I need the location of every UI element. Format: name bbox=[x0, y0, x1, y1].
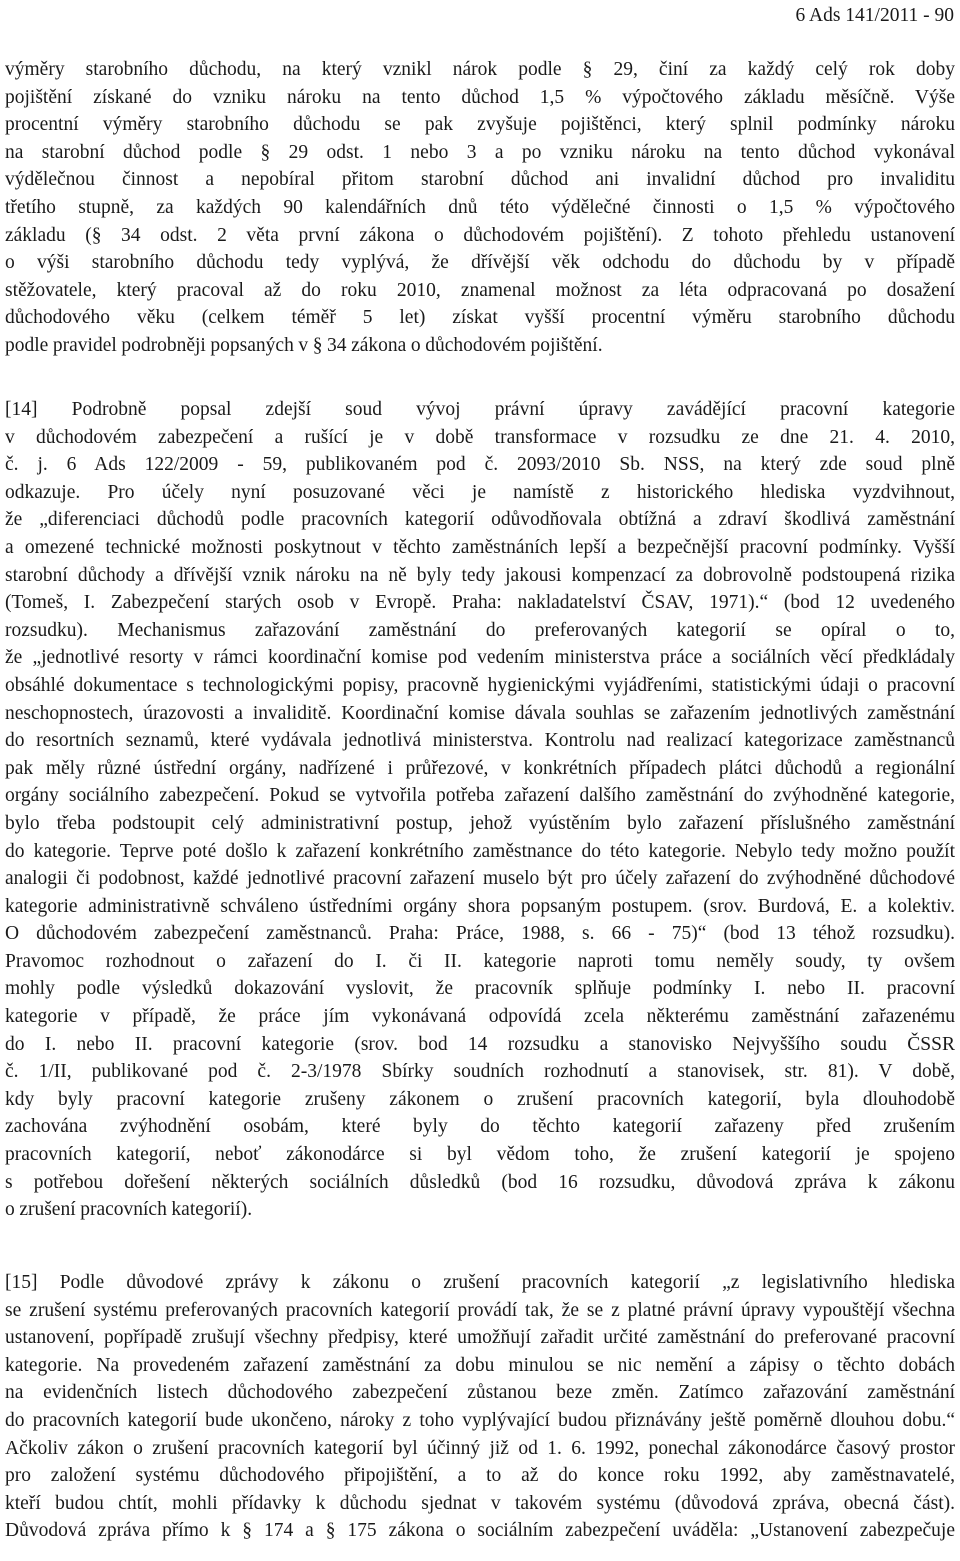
text-line: pracovních kategorií, neboť zákonodárce si byl vědom toho, že zrušení kategorií je spojeno bbox=[5, 1144, 955, 1166]
text-line: analogii či podobnost, každé jednotlivé pracovní zařazení muselo být pro účely zařazení do zvýhodněné důchodové bbox=[5, 868, 955, 890]
text-line: pro založení systému důchodového připojištění, a to až do konce roku 1992, aby zaměstnavatelé, bbox=[5, 1465, 955, 1487]
text-line: pojištění získané do vzniku nároku na tento důchod 1,5 % výpočtového základu měsíčně. Výše bbox=[5, 86, 955, 108]
text-line: výměry starobního důchodu, na který vznikl nárok podle § 29, činí za každý celý rok doby bbox=[5, 59, 955, 80]
text-line: důchodového věku (celkem téměř 5 let) získat vyšší procentní výměru starobního důchodu bbox=[5, 307, 955, 329]
text-line: pak měly různé ústřední orgány, nadřízené i průřezové, v konkrétních případech plátci důchodů a regionální bbox=[5, 757, 955, 779]
text-line: bylo třeba podstoupit celý administrativní postup, jehož vyústěním bylo zařazení příslušného zaměstnání bbox=[5, 812, 955, 834]
paragraph-14 bbox=[5, 396, 955, 1224]
text-line: kteří budou chtít, mohli přídavky k důchodu sjednat v takovém systému (důvodová zpráva, obecná část). bbox=[5, 1492, 955, 1514]
text-line: starobní důchody a dřívější vznik nároku na ně byly tedy jakousi kompenzací za dobrovolně podstoupená rizika bbox=[5, 564, 955, 586]
text-line: na evidenčních listech důchodového zabezpečení zůstanou beze změn. Zatímco zařazování zaměstnání bbox=[5, 1382, 955, 1404]
text-line: neschopnostech, úrazovosti a invaliditě. Koordinační komise dávala souhlas se zařazením jednotlivých zaměstnání bbox=[5, 702, 955, 724]
text-line: výdělečnou činnost a nepobíral přitom starobní důchod ani invalidní důchod pro invaliditu bbox=[5, 169, 955, 191]
text-line: a omezené technické možnosti poskytnout v těchto zaměstnáních lepší a bezpečnější pracovní podmínky. Vyšší bbox=[5, 536, 955, 558]
text-line: č. j. 6 Ads 122/2009 - 59, publikovaném pod č. 2093/2010 Sb. NSS, na který zde soud plně bbox=[5, 454, 955, 476]
text-line: o zrušení pracovních kategorií). bbox=[5, 1199, 253, 1221]
text-line: obsáhlé dokumentace s technologickými popisy, pracovně hygienickými vyjádřeními, statistickými údaji o pracovní bbox=[5, 674, 955, 696]
text-line: procentní výměry starobního důchodu se pak zvyšuje pojištěnci, který splnil podmínky nároku bbox=[5, 114, 955, 136]
text-line: [14] Podrobně popsal zdejší soud vývoj právní úpravy zavádějící pracovní kategorie bbox=[5, 399, 955, 420]
text-line: že „diferenciaci důchodů podle pracovních kategorií odůvodňovala obtížná a zdraví škodlivá zaměstnání bbox=[5, 509, 955, 531]
text-line: se zrušení systému preferovaných pracovních kategorií provádí tak, že se z platné právní úpravy vypouštějí všechna bbox=[5, 1299, 955, 1321]
text-line: kategorie v případě, že práce jím vykonávaná odpovídá zcela některému zaměstnání zařazenému bbox=[5, 1006, 955, 1028]
text-line: s potřebou dořešení některých sociálních důsledků (bod 16 rozsudku, důvodová zpráva k zákonu bbox=[5, 1171, 955, 1193]
text-line: kategorie. Na provedeném zařazení zaměstnání za dobu minulou se nic nemění a zápisy o těchto dobách bbox=[5, 1354, 955, 1376]
text-line: stěžovatele, který pracoval až do roku 2010, znamenal možnost za léta odpracovaná po dosažení bbox=[5, 279, 955, 301]
text-line: O důchodovém zabezpečení zaměstnanců. Praha: Práce, 1988, s. 66 - 75)“ (bod 13 téhož rozsudku). bbox=[5, 923, 955, 945]
text-line: Pravomoc rozhodnout o zařazení do I. či II. kategorie naproti tomu neměly soudy, ty ovšem bbox=[5, 950, 955, 972]
text-line: kategorie administrativně schváleno ústředními orgány shora popsaným postupem. (srov. Burdová, E. a kolektiv. bbox=[5, 895, 955, 917]
text-line: základu (§ 34 odst. 2 věta první zákona o důchodovém pojištění). Z tohoto přehledu ustanovení bbox=[5, 224, 955, 246]
text-line: do kategorie. Teprve poté došlo k zařazení konkrétního zaměstnance do této kategorie. Nebylo tedy možno použít bbox=[5, 840, 955, 862]
text-line: mohly podle výsledků dokazování vyslovit, že pracovník splňuje podmínky I. nebo II. pracovní bbox=[5, 978, 955, 1000]
text-line: podle pravidel podrobněji popsaných v § 34 zákona o důchodovém pojištění. bbox=[5, 334, 603, 356]
text-line: orgány sociálního zabezpečení. Pokud se vytvořila potřeba zařazení dalšího zaměstnání do zvýhodněné kategorie, bbox=[5, 785, 955, 807]
text-line: (Tomeš, I. Zabezpečení starých osob v Evropě. Praha: nakladatelství ČSAV, 1971).“ (bod 12 uvedeného bbox=[5, 592, 955, 614]
page-header bbox=[795, 4, 954, 28]
text-line: odkazuje. Pro účely nyní posuzované věci je namístě z historického hlediska vyzdvihnout, bbox=[5, 481, 955, 503]
text-line: rozsudku). Mechanismus zařazování zaměstnání do preferovaných kategorií se opíral o to, bbox=[5, 619, 955, 641]
text-line: Důvodová zpráva přímo k § 174 a § 175 zákona o sociálním zabezpečení uváděla: „Ustanovení zabezpečuje bbox=[5, 1520, 955, 1542]
text-line: Ačkoliv zákon o zrušení pracovních kategorií byl účinný již od 1. 6. 1992, ponechal zákonodárce časový prostor bbox=[5, 1437, 955, 1459]
text-line: třetího stupně, za každých 90 kalendářních dnů této výdělečné činnosti o 1,5 % výpočtového bbox=[5, 196, 955, 218]
text-line: do resortních seznamů, které vydávala jednotlivá ministerstva. Kontrolu nad realizací kategorizace zaměstnanců bbox=[5, 730, 955, 752]
text-line: že „jednotlivé resorty v rámci koordinační komise pod vedením ministerstva práce a sociálních věcí předkládaly bbox=[5, 647, 955, 669]
text-line: do I. nebo II. pracovní kategorie (srov. bod 14 rozsudku a stanovisko Nejvyššího soudu ČSSR bbox=[5, 1033, 955, 1055]
text-line: č. 1/II, publikované pod č. 2-3/1978 Sbírky soudních rozhodnutí a stanovisek, str. 81). V době, bbox=[5, 1061, 955, 1083]
text-line: kdy byly pracovní kategorie zrušeny zákonem o zrušení pracovních kategorií, byla dlouhodobě bbox=[5, 1088, 955, 1110]
text-line: do pracovních kategorií bude ukončeno, nároky z toho vyplývající budou přiznávány ještě poměrně dlouhou dobu.“ bbox=[5, 1409, 955, 1431]
case-number: 6 Ads 141/2011 - 90 bbox=[795, 5, 954, 26]
text-line: ustanovení, popřípadě zrušují všechny předpisy, které umožňují zařadit určité zaměstnání do preferované pracovní bbox=[5, 1327, 955, 1349]
text-line: zachována zvýhodnění osobám, které byly do těchto kategorií zařazeny před zrušením bbox=[5, 1116, 955, 1138]
paragraph-13-continuation bbox=[5, 56, 955, 360]
text-line: v důchodovém zabezpečení a rušící je v době transformace v rozsudku ze dne 21. 4. 2010, bbox=[5, 426, 955, 448]
paragraph-15 bbox=[5, 1269, 955, 1545]
text-line: na starobní důchod podle § 29 odst. 1 nebo 3 a po vzniku nároku na tento důchod vykonával bbox=[5, 141, 955, 163]
text-line: o výši starobního důchodu tedy vyplývá, že dřívější věk odchodu do důchodu by v případě bbox=[5, 252, 955, 274]
text-line: [15] Podle důvodové zprávy k zákonu o zrušení pracovních kategorií „z legislativního hlediska bbox=[5, 1272, 955, 1293]
